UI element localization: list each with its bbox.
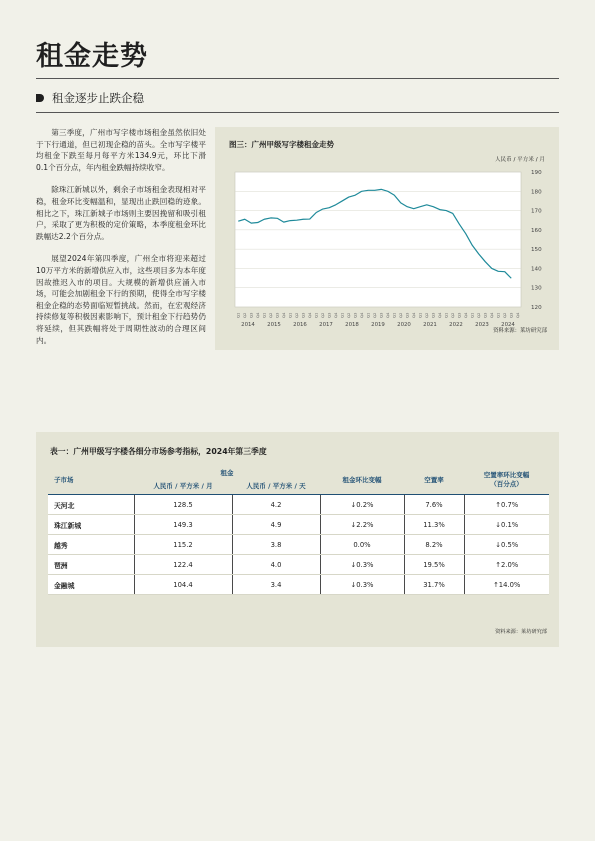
cell-rent-qoq: ↓0.3% [320, 575, 404, 595]
cell-rent-day: 3.4 [232, 575, 320, 595]
quarter-tick-label: Q3 [352, 312, 358, 318]
y-tick-label: 160 [531, 227, 542, 234]
cell-rent-day: 4.0 [232, 555, 320, 575]
x-tick-label: 2022 [449, 322, 463, 328]
cell-rent-month: 128.5 [134, 495, 232, 515]
y-tick-label: 190 [531, 170, 542, 176]
quarter-tick-label: Q4 [307, 312, 313, 318]
quarter-tick-label: Q3 [300, 312, 306, 318]
y-tick-label: 150 [531, 247, 542, 254]
x-tick-label: 2018 [345, 322, 359, 328]
rent-trend-chart-panel [215, 127, 559, 350]
chart-source: 资料来源：莱坊研究部 [493, 328, 547, 334]
quarter-tick-label: Q4 [333, 312, 339, 318]
quarter-tick-label: Q3 [508, 312, 514, 318]
table-source: 资料来源：莱坊研究部 [495, 629, 547, 635]
y-tick-label: 120 [531, 305, 542, 311]
header-vacancy-qoq: 空置率环比变幅 （百分点） [464, 466, 549, 495]
quarter-tick-label: Q1 [417, 312, 423, 318]
quarter-tick-label: Q3 [326, 312, 332, 318]
cell-vacancy-qoq: ↑14.0% [464, 575, 549, 595]
quarter-tick-label: Q3 [482, 312, 488, 318]
submarket-table-panel [36, 432, 559, 647]
quarter-tick-label: Q1 [365, 312, 371, 318]
title-rule [36, 78, 559, 79]
quarter-tick-label: Q4 [411, 312, 417, 318]
quarter-tick-label: Q3 [456, 312, 462, 318]
cell-vacancy-qoq: ↑2.0% [464, 555, 549, 575]
quarter-tick-label: Q1 [287, 312, 293, 318]
chart-title: 图三：广州甲级写字楼租金走势 [229, 140, 334, 149]
section-bullet-icon [36, 94, 44, 102]
quarter-tick-label: Q1 [235, 312, 241, 318]
cell-submarket: 金融城 [48, 575, 134, 595]
x-tick-label: 2016 [293, 322, 307, 328]
section-title: 租金逐步止跌企稳 [52, 91, 144, 105]
x-tick-label: 2017 [319, 322, 333, 328]
header-rent-qoq: 租金环比变幅 [320, 466, 404, 495]
x-tick-label: 2023 [475, 322, 489, 328]
cell-rent-day: 4.2 [232, 495, 320, 515]
cell-submarket: 珠江新城 [48, 515, 134, 535]
cell-vacancy: 8.2% [404, 535, 464, 555]
quarter-tick-label: Q1 [443, 312, 449, 318]
quarter-tick-label: Q4 [437, 312, 443, 318]
quarter-tick-label: Q2 [424, 312, 430, 318]
quarter-tick-label: Q2 [450, 312, 456, 318]
cell-rent-month: 115.2 [134, 535, 232, 555]
cell-rent-day: 3.8 [232, 535, 320, 555]
plot-area [235, 172, 521, 307]
page-title: 租金走势 [36, 41, 148, 72]
table-row [48, 515, 549, 535]
quarter-tick-label: Q1 [391, 312, 397, 318]
x-tick-label: 2014 [241, 322, 255, 328]
submarket-table [48, 466, 549, 595]
chart-unit: 人民币 / 平方米 / 月 [494, 157, 545, 163]
quarter-tick-label: Q2 [320, 312, 326, 318]
x-tick-label: 2021 [423, 322, 437, 328]
quarter-tick-label: Q1 [313, 312, 319, 318]
cell-vacancy-qoq: ↓0.1% [464, 515, 549, 535]
body-text [36, 127, 206, 357]
cell-vacancy: 19.5% [404, 555, 464, 575]
cell-vacancy: 11.3% [404, 515, 464, 535]
quarter-tick-label: Q1 [469, 312, 475, 318]
quarter-tick-label: Q4 [359, 312, 365, 318]
quarter-tick-label: Q4 [281, 312, 287, 318]
table-row [48, 535, 549, 555]
quarter-tick-label: Q4 [489, 312, 495, 318]
cell-rent-qoq: ↓2.2% [320, 515, 404, 535]
quarter-tick-label: Q4 [463, 312, 469, 318]
cell-submarket: 越秀 [48, 535, 134, 555]
cell-rent-qoq: ↓0.2% [320, 495, 404, 515]
cell-submarket: 琶洲 [48, 555, 134, 575]
table-row [48, 555, 549, 575]
y-tick-label: 140 [531, 266, 542, 273]
table-title: 表一：广州甲级写字楼各细分市场参考指标，2024年第三季度 [50, 447, 267, 456]
quarter-tick-label: Q4 [515, 312, 521, 318]
cell-rent-month: 104.4 [134, 575, 232, 595]
quarter-tick-label: Q2 [476, 312, 482, 318]
quarter-tick-label: Q2 [242, 312, 248, 318]
cell-vacancy-qoq: ↓0.5% [464, 535, 549, 555]
header-rent: 租金 [220, 469, 234, 477]
cell-rent-day: 4.9 [232, 515, 320, 535]
paragraph: 除珠江新城以外，剩余子市场租金表现相对平稳，租金环比变幅温和，显现出止跌回稳的迹象。相比之下，珠江新城子市场则主要因挽留和吸引租户，采取了更为积极的定价策略，本季度租金环比跌幅达2.2个百分点。 [36, 185, 206, 241]
y-tick-label: 180 [531, 189, 542, 196]
table-row [48, 495, 549, 515]
quarter-tick-label: Q1 [339, 312, 345, 318]
paragraph: 第三季度，广州市写字楼市场租金虽然依旧处于下行通道，但已初现企稳的苗头。全市写字楼平均租金下跌至每月每平方米134.9元，环比下滑0.1个百分点，年内租金跌幅持续收窄。 [36, 128, 206, 172]
cell-rent-month: 149.3 [134, 515, 232, 535]
quarter-tick-label: Q3 [430, 312, 436, 318]
cell-rent-qoq: ↓0.3% [320, 555, 404, 575]
x-tick-label: 2019 [371, 322, 385, 328]
quarter-tick-label: Q2 [502, 312, 508, 318]
y-tick-label: 130 [531, 285, 542, 292]
quarter-tick-label: Q2 [294, 312, 300, 318]
cell-vacancy: 7.6% [404, 495, 464, 515]
cell-vacancy-qoq: ↑0.7% [464, 495, 549, 515]
quarter-tick-label: Q3 [378, 312, 384, 318]
quarter-tick-label: Q4 [255, 312, 261, 318]
quarter-tick-label: Q4 [385, 312, 391, 318]
quarter-tick-label: Q2 [346, 312, 352, 318]
quarter-tick-label: Q3 [274, 312, 280, 318]
cell-rent-qoq: 0.0% [320, 535, 404, 555]
section-rule [36, 112, 559, 113]
quarter-tick-label: Q3 [248, 312, 254, 318]
quarter-tick-label: Q1 [495, 312, 501, 318]
x-tick-label: 2024 [501, 322, 515, 328]
quarter-tick-label: Q2 [372, 312, 378, 318]
quarter-tick-label: Q2 [398, 312, 404, 318]
table-row [48, 575, 549, 595]
header-rent-day: 人民币 / 平方米 / 天 [232, 479, 320, 495]
y-tick-label: 170 [531, 208, 542, 215]
quarter-tick-label: Q2 [268, 312, 274, 318]
header-vacancy: 空置率 [404, 466, 464, 495]
x-tick-label: 2020 [397, 322, 411, 328]
cell-submarket: 天河北 [48, 495, 134, 515]
header-rent-month: 人民币 / 平方米 / 月 [134, 479, 232, 495]
header-submarket: 子市场 [48, 466, 134, 495]
x-tick-label: 2015 [267, 322, 281, 328]
section-header [36, 90, 144, 106]
cell-vacancy: 31.7% [404, 575, 464, 595]
quarter-tick-label: Q3 [404, 312, 410, 318]
paragraph: 展望2024年第四季度，广州全市将迎来超过10万平方米的新增供应入市，这些项目多为本年度因故推迟入市的项目。大规模的新增供应涌入市场，可能会加剧租金下行的预期，使得全市写字楼租金企稳的态势面临短暂挑战。然而，在宏观经济持续修复等积极因素影响下，预计租金下行趋势仍将延续，但其跌幅将处于周期性波动的合理区间内。 [36, 254, 206, 345]
cell-rent-month: 122.4 [134, 555, 232, 575]
quarter-tick-label: Q1 [261, 312, 267, 318]
